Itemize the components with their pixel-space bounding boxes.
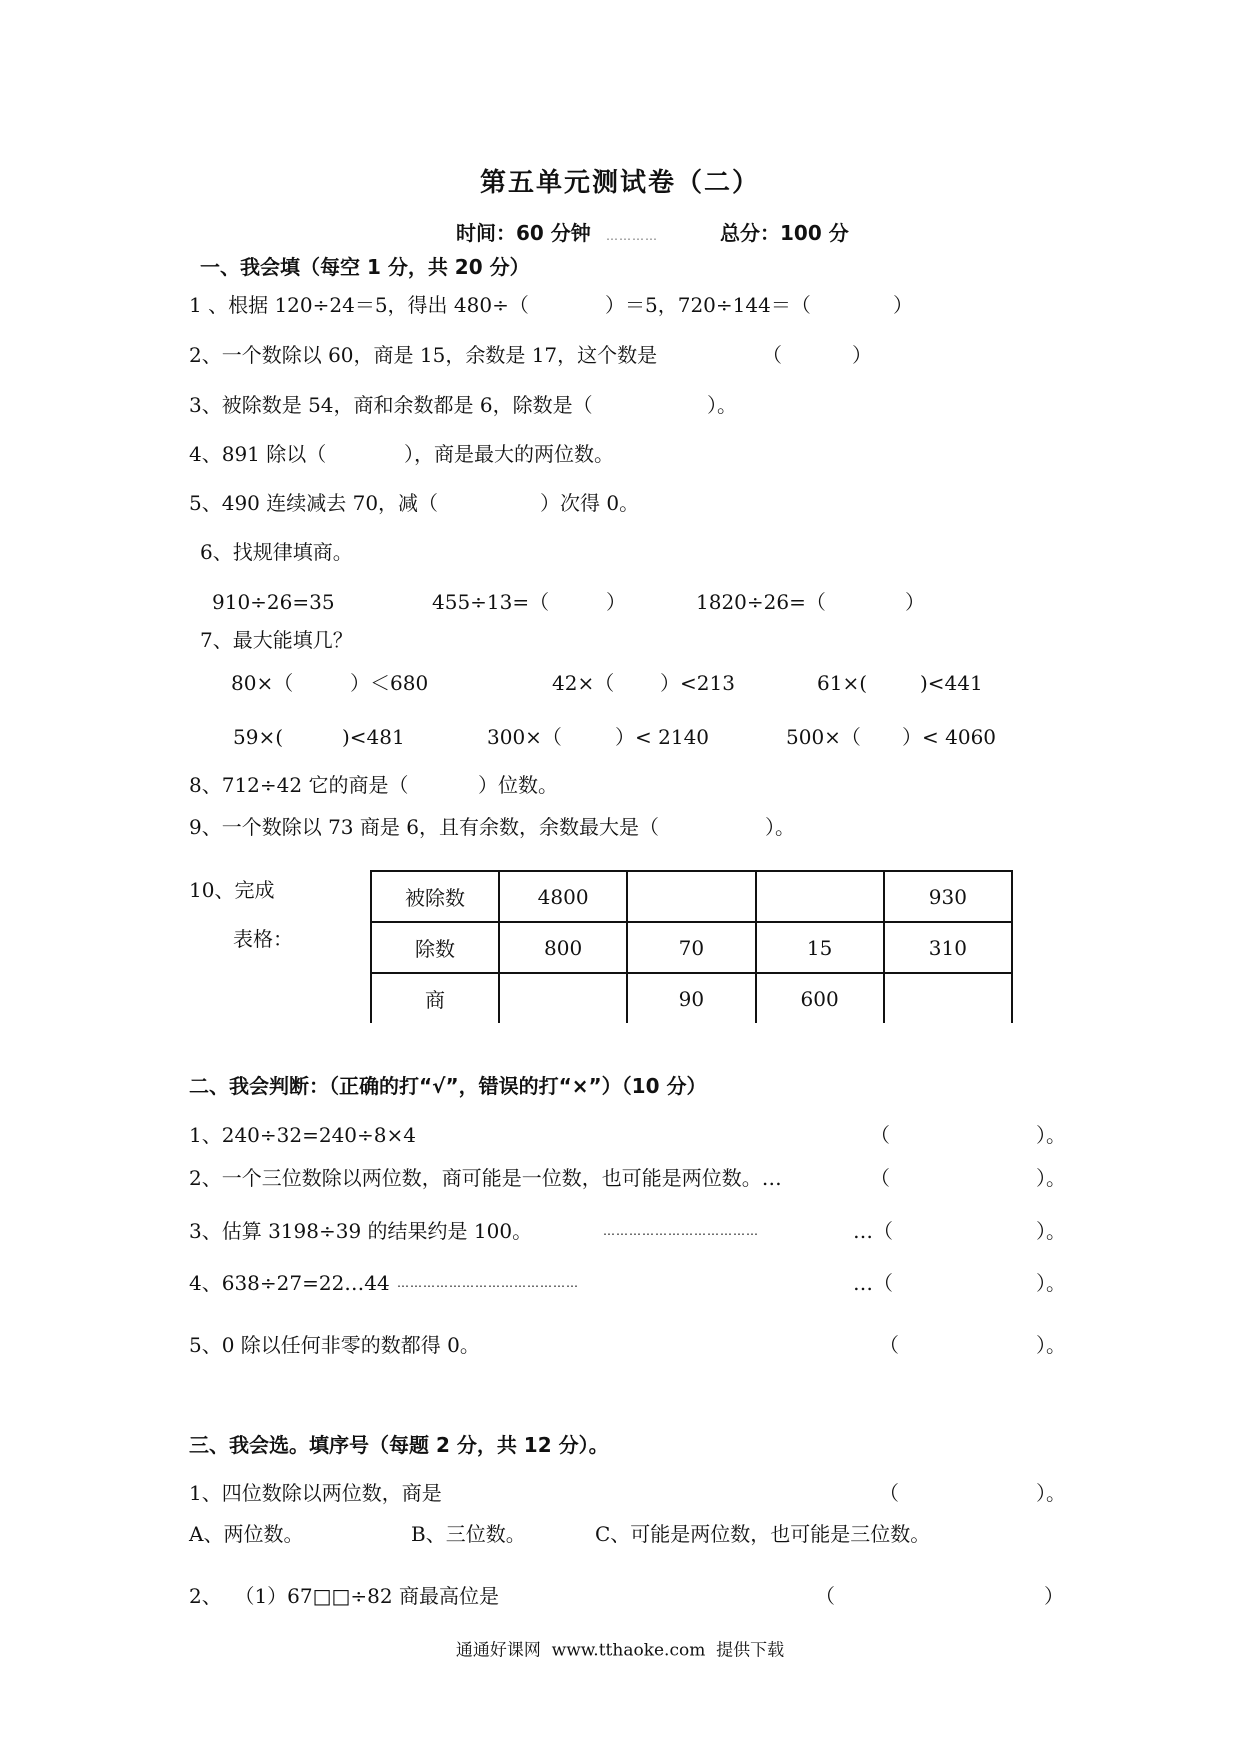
q7-item: ）< 2140 bbox=[615, 725, 710, 749]
choice-option-a: A、两位数。 bbox=[189, 1522, 304, 1546]
q7-item: 500×（ bbox=[786, 725, 861, 749]
judge-item-open: …（ bbox=[853, 1219, 893, 1243]
division-table bbox=[370, 870, 1013, 1023]
q9-close: ）。 bbox=[765, 815, 795, 839]
q6-close: ） bbox=[905, 590, 925, 614]
judge-item-open: （ bbox=[879, 1333, 899, 1357]
judge-item-close: ）。 bbox=[1036, 1333, 1066, 1357]
section2-heading: 二、我会判断：（正确的打“√”，错误的打“×”）（10 分） bbox=[189, 1074, 707, 1098]
row-header: 除数 bbox=[371, 922, 499, 973]
judge-item-close: ）。 bbox=[1036, 1219, 1066, 1243]
q6-close: ） bbox=[606, 590, 626, 614]
choice-option-b: B、三位数。 bbox=[411, 1522, 526, 1546]
table-cell[interactable] bbox=[627, 871, 755, 922]
choice-q1-open: （ bbox=[879, 1481, 899, 1505]
exam-total-score: 总分：100 分 bbox=[720, 221, 849, 245]
row-header: 被除数 bbox=[371, 871, 499, 922]
q9-text: 9、一个数除以 73 商是 6，且有余数，余数最大是（ bbox=[189, 815, 659, 839]
choice-q2-open: （ bbox=[815, 1584, 835, 1608]
q10-label-2: 表格： bbox=[233, 927, 293, 951]
page-title: 第五单元测试卷（二） bbox=[479, 168, 761, 198]
judge-item-dots: ……………………………… bbox=[603, 1224, 759, 1238]
table-cell[interactable]: 90 bbox=[627, 973, 755, 1023]
q7-item: 42×（ bbox=[552, 671, 615, 695]
judge-item-text: 3、估算 3198÷39 的结果约是 100。 bbox=[189, 1219, 533, 1243]
q6-item: 1820÷26=（ bbox=[696, 590, 826, 614]
q8-text: 8、712÷42 它的商是（ bbox=[189, 773, 409, 797]
table-cell[interactable]: 310 bbox=[884, 922, 1012, 973]
table-cell[interactable]: 4800 bbox=[499, 871, 627, 922]
row-header: 商 bbox=[371, 973, 499, 1023]
q2-close: ） bbox=[852, 343, 872, 367]
q6-item: 455÷13=（ bbox=[432, 590, 550, 614]
table-cell[interactable]: 930 bbox=[884, 871, 1012, 922]
choice-q2-text: 2、 （1）67□□÷82 商最高位是 bbox=[189, 1584, 499, 1608]
q1-text: 1 、根据 120÷24＝5，得出 480÷（ bbox=[189, 293, 529, 317]
q4-text-2: ），商是最大的两位数。 bbox=[404, 442, 614, 466]
q7-label: 7、最大能填几？ bbox=[200, 628, 353, 652]
q7-item: ）< 4060 bbox=[902, 725, 997, 749]
section1-heading: 一、我会填（每空 1 分，共 20 分） bbox=[200, 255, 530, 279]
q1-close: ） bbox=[893, 293, 913, 317]
table-cell[interactable]: 800 bbox=[499, 922, 627, 973]
judge-item-text: 4、638÷27=22…44 bbox=[189, 1271, 390, 1295]
q1-text-2: ）＝5，720÷144＝（ bbox=[605, 293, 811, 317]
q2-open: （ bbox=[762, 343, 782, 367]
q7-item: 61×( bbox=[817, 671, 868, 695]
choice-q2-close: ） bbox=[1044, 1584, 1064, 1608]
q7-item: )<441 bbox=[920, 671, 983, 695]
judge-item-text: 2、一个三位数除以两位数，商可能是一位数，也可能是两位数。… bbox=[189, 1166, 782, 1190]
q2-text: 2、一个数除以 60，商是 15，余数是 17，这个数是 bbox=[189, 343, 658, 367]
table-cell[interactable] bbox=[499, 973, 627, 1023]
q4-text: 4、891 除以（ bbox=[189, 442, 327, 466]
q3-close: ）。 bbox=[707, 393, 737, 417]
judge-item-open: …（ bbox=[853, 1271, 893, 1295]
q7-item: 80×（ bbox=[231, 671, 294, 695]
judge-item-open: （ bbox=[870, 1166, 890, 1190]
table-row bbox=[371, 922, 1012, 973]
choice-q1-text: 1、四位数除以两位数，商是 bbox=[189, 1481, 442, 1505]
choice-option-c: C、可能是两位数，也可能是三位数。 bbox=[595, 1522, 931, 1546]
judge-item-open: （ bbox=[870, 1123, 890, 1147]
table-row bbox=[371, 871, 1012, 922]
table-cell[interactable]: 70 bbox=[627, 922, 755, 973]
judge-item-text: 5、0 除以任何非零的数都得 0。 bbox=[189, 1333, 480, 1357]
meta-leader: ………… bbox=[606, 229, 658, 243]
q7-item: ）＜680 bbox=[350, 671, 429, 695]
q10-label: 10、完成 bbox=[189, 878, 275, 902]
footer-credit: 通通好课网 www.tthaoke.com 提供下载 bbox=[455, 1640, 785, 1661]
q6-item: 910÷26=35 bbox=[212, 590, 335, 614]
q6-label: 6、找规律填商。 bbox=[200, 540, 353, 564]
judge-item-close: ）。 bbox=[1036, 1166, 1066, 1190]
judge-item-close: ）。 bbox=[1036, 1271, 1066, 1295]
section3-heading: 三、我会选。填序号（每题 2 分，共 12 分）。 bbox=[189, 1433, 609, 1457]
judge-item-close: ）。 bbox=[1036, 1123, 1066, 1147]
q7-item: 300×（ bbox=[487, 725, 562, 749]
q3-text: 3、被除数是 54，商和余数都是 6，除数是（ bbox=[189, 393, 593, 417]
judge-item-dots: …………………………………… bbox=[397, 1276, 579, 1290]
table-cell[interactable] bbox=[756, 871, 884, 922]
table-cell[interactable]: 600 bbox=[756, 973, 884, 1023]
choice-q1-close: ）。 bbox=[1036, 1481, 1066, 1505]
judge-item-text: 1、240÷32=240÷8×4 bbox=[189, 1123, 417, 1147]
q8-text-2: ）位数。 bbox=[478, 773, 558, 797]
q7-item: ）<213 bbox=[660, 671, 735, 695]
table-row bbox=[371, 973, 1012, 1023]
q5-text: 5、490 连续减去 70，减（ bbox=[189, 491, 439, 515]
table-cell[interactable] bbox=[884, 973, 1012, 1023]
q7-item: 59×( bbox=[233, 725, 284, 749]
q7-item: )<481 bbox=[342, 725, 405, 749]
q5-text-2: ）次得 0。 bbox=[540, 491, 640, 515]
exam-time: 时间：60 分钟 bbox=[456, 221, 591, 245]
table-cell[interactable]: 15 bbox=[756, 922, 884, 973]
